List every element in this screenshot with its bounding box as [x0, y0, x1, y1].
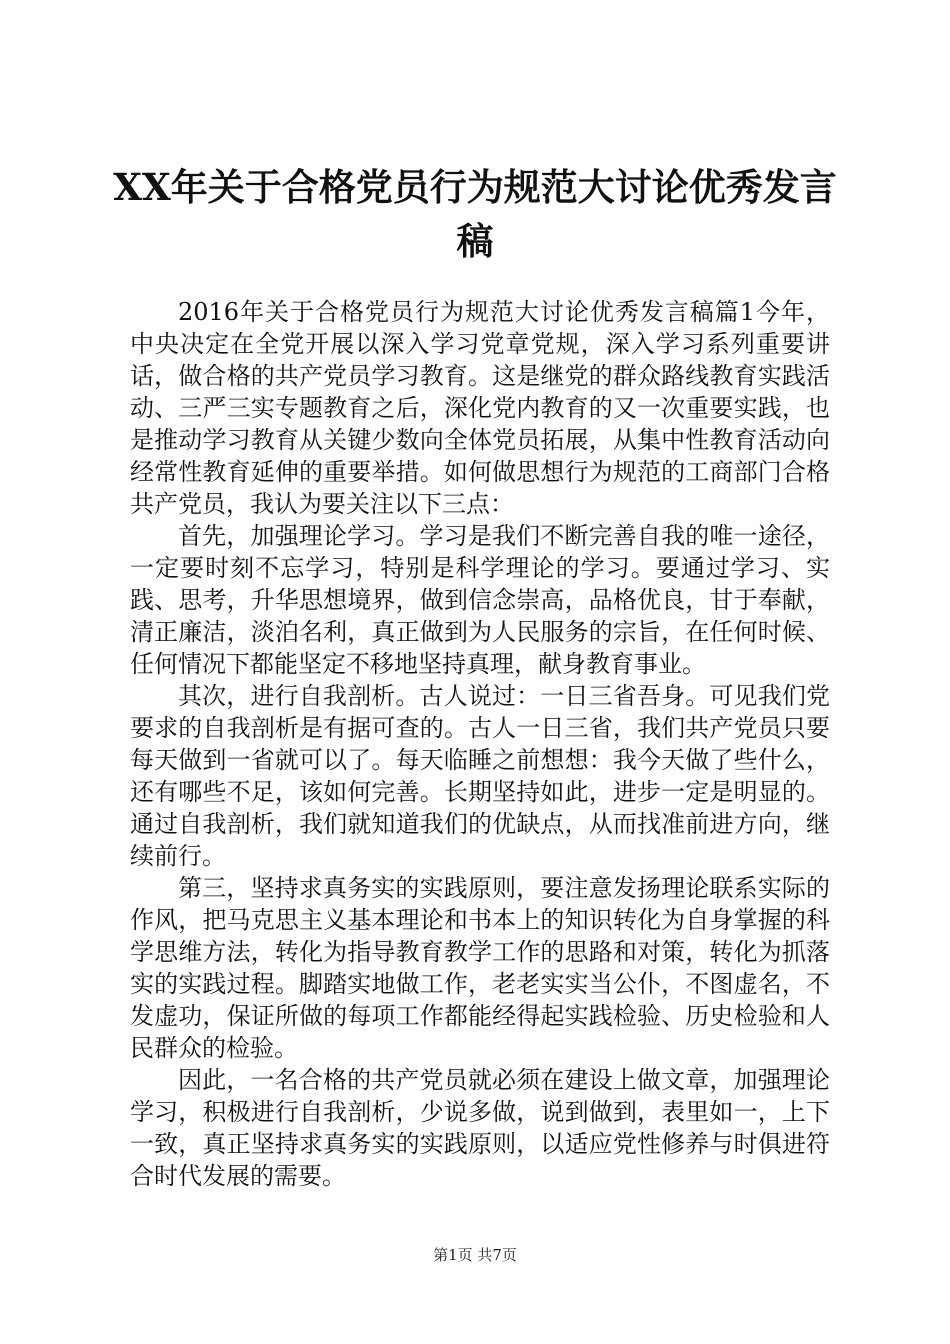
document-title: XX年关于合格党员行为规范大讨论优秀发言稿	[113, 165, 837, 263]
paragraph-second-point: 其次，进行自我剖析。古人说过：一日三省吾身。可见我们党要求的自我剖析是有据可查的。古人一日三省，我们共产党员只要每天做到一省就可以了。每天临睡之前想想：我今天做了些什么，还有哪些不足，该如何完善。长期坚持如此，进步一定是明显的。通过自我剖析，我们就知道我们的优缺点，从而找准前进方向，继续前行。	[130, 682, 830, 870]
paragraph-conclusion: 因此，一名合格的共产党员就必须在建设上做文章，加强理论学习，积极进行自我剖析，少说多做，说到做到，表里如一，上下一致，真正坚持求真务实的实践原则，以适应党性修养与时俱进符合时代发展的需要。	[130, 1066, 830, 1190]
document-body	[130, 296, 830, 1192]
page-number-footer: 第1页 共7页	[433, 1246, 517, 1264]
paragraph-first-point: 首先，加强理论学习。学习是我们不断完善自我的唯一途径，一定要时刻不忘学习，特别是科学理论的学习。要通过学习、实践、思考，升华思想境界，做到信念崇高，品格优良，甘于奉献，清正廉洁，淡泊名利，真正做到为人民服务的宗旨，在任何时候、任何情况下都能坚定不移地坚持真理，献身教育事业。	[130, 522, 830, 678]
paragraph-third-point: 第三，坚持求真务实的实践原则，要注意发扬理论联系实际的作风，把马克思主义基本理论和书本上的知识转化为自身掌握的科学思维方法，转化为指导教育教学工作的思路和对策，转化为抓落实的实践过程。脚踏实地做工作，老老实实当公仆，不图虚名，不发虚功，保证所做的每项工作都能经得起实践检验、历史检验和人民群众的检验。	[130, 874, 830, 1062]
paragraph-intro: 2016年关于合格党员行为规范大讨论优秀发言稿篇1今年，中央决定在全党开展以深入学习党章党规，深入学习系列重要讲话，做合格的共产党员学习教育。这是继党的群众路线教育实践活动、三严三实专题教育之后，深化党内教育的又一次重要实践，也是推动学习教育从关键少数向全体党员拓展，从集中性教育活动向经常性教育延伸的重要举措。如何做思想行为规范的工商部门合格共产党员，我认为要关注以下三点：	[130, 298, 830, 518]
